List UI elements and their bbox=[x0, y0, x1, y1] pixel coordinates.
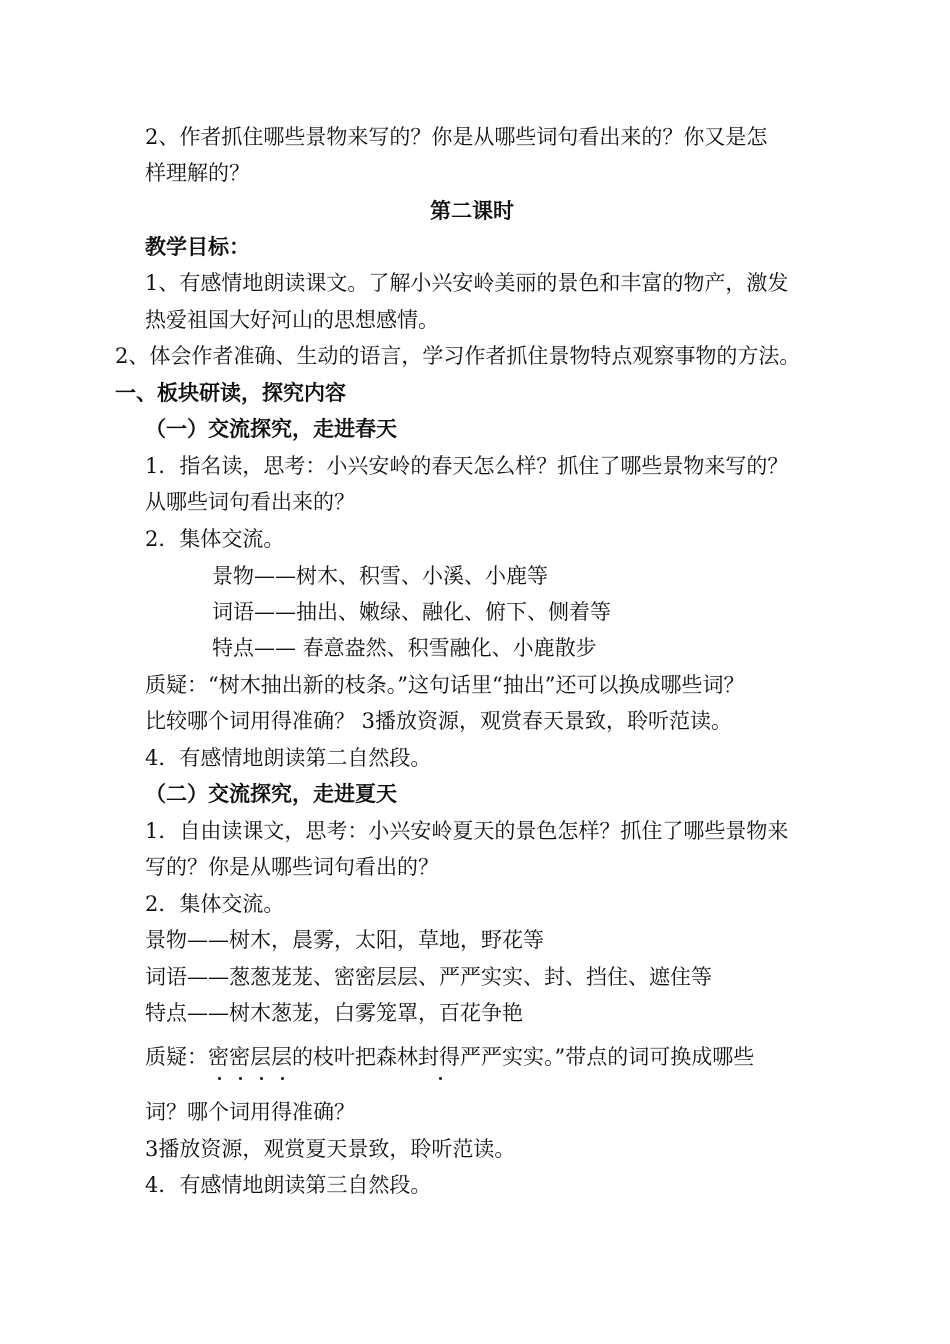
spring-heading: （一）交流探究，走进春天 bbox=[145, 417, 397, 441]
summer-query-line-2: 词？哪个词用得准确？ bbox=[145, 1100, 355, 1124]
question-2-line-2: 样理解的？ bbox=[145, 161, 250, 185]
goal-1-line-2: 热爱祖国大好河山的思想感情。 bbox=[145, 308, 439, 332]
emphasis-dot bbox=[218, 1077, 221, 1080]
emphasis-dot bbox=[439, 1077, 442, 1080]
emphasis-dot bbox=[260, 1077, 263, 1080]
question-2-line-1: 2、作者抓住哪些景物来写的？你是从哪些词句看出来的？你又是怎 bbox=[145, 125, 768, 149]
summer-item-2: 2．集体交流。 bbox=[145, 892, 285, 916]
summer-query-line-1: 质疑：密密层层的枝叶把森林封得严严实实。”带点的词可换成哪些 bbox=[145, 1045, 755, 1069]
summer-scenery: 景物——树木，晨雾，太阳，草地，野花等 bbox=[145, 928, 544, 952]
summer-item-3: 3播放资源，观赏夏天景致，聆听范读。 bbox=[145, 1137, 516, 1161]
spring-item-1-line-1: 1．指名读，思考：小兴安岭的春天怎么样？抓住了哪些景物来写的？ bbox=[145, 454, 789, 478]
section-1-heading: 一、板块研读，探究内容 bbox=[115, 381, 346, 405]
summer-words: 词语——葱葱茏茏、密密层层、严严实实、封、挡住、遮住等 bbox=[145, 965, 712, 989]
lesson-title: 第二课时 bbox=[430, 199, 514, 223]
spring-item-2: 2．集体交流。 bbox=[145, 527, 285, 551]
goal-2: 2、体会作者准确、生动的语言，学习作者抓住景物特点观察事物的方法。 bbox=[115, 344, 801, 368]
emphasis-dot bbox=[281, 1077, 284, 1080]
spring-features: 特点—— 春意盎然、积雪融化、小鹿散步 bbox=[212, 636, 597, 660]
summer-item-4: 4．有感情地朗读第三自然段。 bbox=[145, 1173, 432, 1197]
goal-1-line-1: 1、有感情地朗读课文。了解小兴安岭美丽的景色和丰富的物产，激发 bbox=[145, 271, 789, 295]
spring-query-line-1: 质疑：“树木抽出新的枝条。”这句话里“抽出”还可以换成哪些词？ bbox=[145, 673, 745, 697]
spring-scenery: 景物——树木、积雪、小溪、小鹿等 bbox=[212, 564, 548, 588]
summer-item-1-line-1: 1．自由读课文，思考：小兴安岭夏天的景色怎样？抓住了哪些景物来 bbox=[145, 819, 789, 843]
spring-item-4: 4．有感情地朗读第二自然段。 bbox=[145, 746, 432, 770]
goals-heading: 教学目标： bbox=[145, 235, 250, 259]
spring-words: 词语——抽出、嫩绿、融化、俯下、侧着等 bbox=[212, 600, 611, 624]
summer-heading: （二）交流探究，走进夏天 bbox=[145, 782, 397, 806]
spring-item-1-line-2: 从哪些词句看出来的？ bbox=[145, 490, 355, 514]
summer-features: 特点——树木葱茏，白雾笼罩，百花争艳 bbox=[145, 1001, 523, 1025]
summer-item-1-line-2: 写的？你是从哪些词句看出的？ bbox=[145, 855, 439, 879]
emphasis-dot bbox=[239, 1077, 242, 1080]
spring-query-line-2: 比较哪个词用得准确？ 3播放资源，观赏春天景致，聆听范读。 bbox=[145, 709, 733, 733]
